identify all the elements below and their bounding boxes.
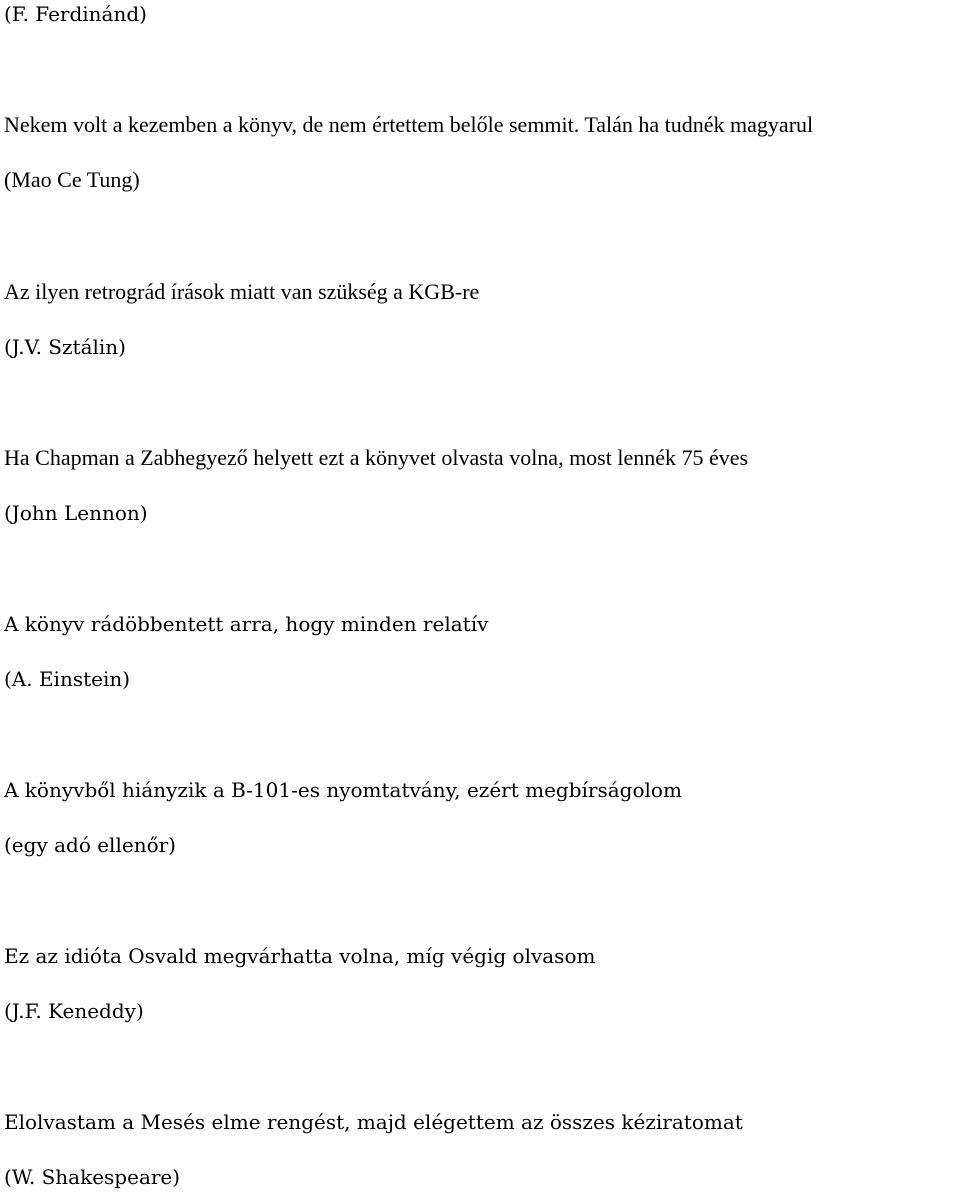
quote-text: A könyvből hiányzik a B-101-es nyomtatvány, ezért megbírságolom: [4, 778, 682, 802]
quote-attribution: (John Lennon): [4, 501, 148, 525]
quote-text: Elolvastam a Mesés elme rengést, majd elégettem az összes kéziratomat: [4, 1110, 743, 1134]
quote-attribution: (egy adó ellenőr): [4, 833, 176, 857]
quote-text: Ha Chapman a Zabhegyező helyett ezt a könyvet olvasta volna, most lennék 75 éves: [4, 445, 749, 470]
quote-text: Ez az idióta Osvald megvárhatta volna, míg végig olvasom: [4, 944, 596, 968]
quote-attribution: (W. Shakespeare): [4, 1165, 181, 1189]
quote-text: Az ilyen retrográd írások miatt van szükség a KGB-re: [4, 279, 480, 304]
quote-attribution: (Mao Ce Tung): [4, 167, 140, 192]
quote-text: Nekem volt a kezemben a könyv, de nem értettem belőle semmit. Talán ha tudnék magyarul: [4, 112, 814, 137]
quote-attribution: (F. Ferdinánd): [4, 2, 147, 26]
quote-attribution: (J.F. Keneddy): [4, 999, 144, 1023]
quote-text: A könyv rádöbbentett arra, hogy minden relatív: [4, 612, 489, 636]
quote-attribution: (A. Einstein): [4, 667, 131, 691]
quote-attribution: (J.V. Sztálin): [4, 335, 126, 359]
